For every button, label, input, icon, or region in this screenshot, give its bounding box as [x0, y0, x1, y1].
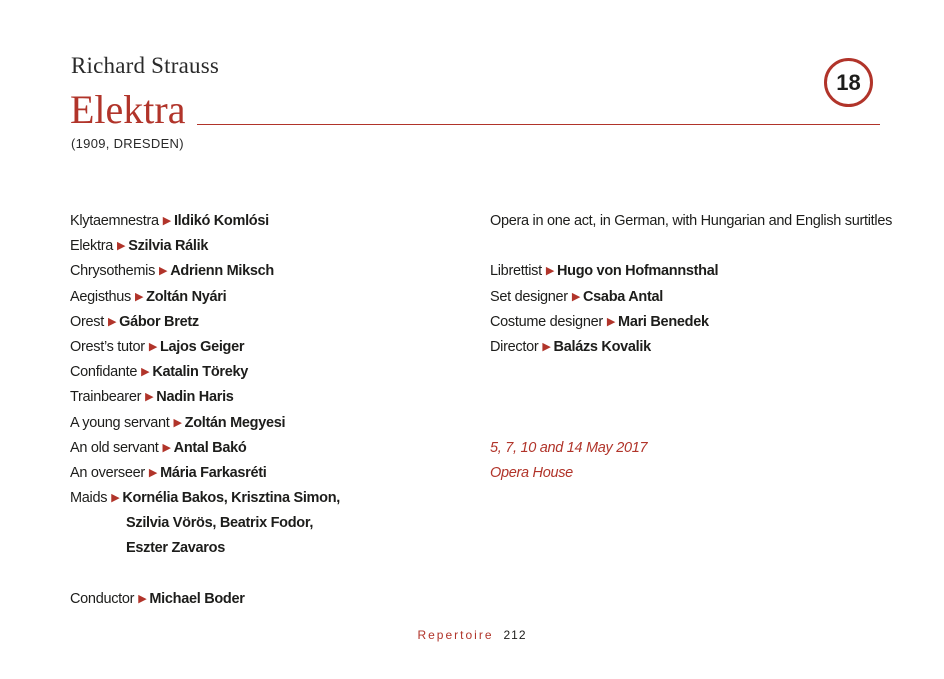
cast-row	[70, 436, 470, 461]
cast-role: An old servant	[70, 439, 159, 456]
cast-name: Gábor Bretz	[119, 313, 199, 330]
cast-row	[70, 385, 470, 410]
spacer	[490, 360, 910, 385]
credit-role: Director	[490, 338, 539, 355]
credit-row	[490, 310, 910, 335]
credit-name: Mari Benedek	[618, 313, 709, 330]
arrow-icon: ▶	[148, 340, 157, 353]
credit-role: Librettist	[490, 263, 542, 280]
arrow-icon: ▶	[571, 290, 580, 303]
venue: Opera House	[490, 464, 573, 481]
opera-title: Elektra	[70, 87, 186, 132]
arrow-icon: ▶	[141, 366, 150, 379]
maids-names-line: Kornélia Bakos, Krisztina Simon,	[122, 490, 340, 507]
spacer	[490, 234, 910, 259]
credit-row	[490, 285, 910, 310]
maids-row	[70, 486, 470, 511]
maids-names-line: Eszter Zavaros	[126, 540, 225, 557]
credit-role: Set designer	[490, 288, 568, 305]
cast-row	[70, 411, 470, 436]
credit-row	[490, 335, 910, 360]
cast-name: Adrienn Miksch	[170, 263, 274, 280]
conductor-role: Conductor	[70, 590, 135, 607]
conductor-row	[70, 587, 470, 612]
arrow-icon: ▶	[542, 340, 551, 353]
maids-row	[70, 536, 470, 561]
cast-role: Orest’s tutor	[70, 338, 145, 355]
composer-name: Richard Strauss	[71, 53, 220, 78]
arrow-icon: ▶	[606, 315, 616, 328]
cast-row	[70, 234, 470, 259]
cast-column	[70, 209, 470, 612]
credit-name: Hugo von Hofmannsthal	[556, 263, 719, 280]
arrow-icon: ▶	[162, 441, 171, 454]
cast-row	[70, 360, 470, 385]
cast-role: Orest	[70, 313, 104, 330]
performance-dates: 5, 7, 10 and 14 May 2017	[490, 439, 648, 456]
cast-row	[70, 209, 470, 234]
footer-page-number: 212	[503, 628, 527, 642]
cast-role: Klytaemnestra	[70, 213, 159, 229]
cast-name: Szilvia Rálik	[128, 238, 209, 255]
cast-role: A young servant	[70, 414, 170, 431]
footer-section: Repertoire	[417, 628, 494, 642]
cast-row	[70, 335, 470, 360]
cast-row	[70, 310, 470, 335]
credit-row	[490, 259, 910, 284]
credit-role: Costume designer	[490, 313, 603, 330]
production-column	[490, 209, 910, 486]
premiere-info: (1909, DRESDEN)	[71, 136, 184, 151]
credit-name: Balázs Kovalik	[553, 338, 651, 355]
arrow-icon: ▶	[138, 592, 147, 605]
spacer	[490, 385, 910, 410]
maids-role: Maids	[70, 490, 108, 507]
spacer	[490, 411, 910, 436]
cast-role: Confidante	[70, 364, 138, 381]
cast-name: Zoltán Megyesi	[184, 414, 286, 431]
production-description: Opera in one act, in German, with Hungarian and English surtitles	[490, 213, 893, 229]
conductor-name: Michael Boder	[149, 590, 245, 607]
arrow-icon: ▶	[162, 215, 171, 227]
cast-role: Chrysothemis	[70, 263, 156, 280]
cast-role: An overseer	[70, 464, 145, 481]
cast-role: Elektra	[70, 238, 114, 255]
cast-name: Antal Bakó	[173, 439, 247, 456]
cast-name: Lajos Geiger	[159, 338, 245, 355]
arrow-icon: ▶	[145, 391, 154, 404]
page-number-badge: 18	[824, 58, 873, 107]
arrow-icon: ▶	[159, 265, 168, 278]
cast-row	[70, 285, 470, 310]
arrow-icon: ▶	[117, 240, 126, 253]
credit-name: Csaba Antal	[583, 288, 663, 305]
cast-row	[70, 461, 470, 486]
cast-role: Trainbearer	[70, 389, 142, 406]
cast-row	[70, 259, 470, 284]
arrow-icon: ▶	[107, 315, 117, 328]
maids-names-line: Szilvia Vörös, Beatrix Fodor,	[126, 515, 314, 532]
arrow-icon: ▶	[545, 265, 554, 278]
arrow-icon: ▶	[148, 466, 158, 479]
cast-name: Nadin Haris	[156, 389, 234, 406]
arrow-icon: ▶	[134, 290, 144, 303]
spacer	[70, 562, 470, 587]
cast-name: Katalin Töreky	[152, 364, 249, 381]
maids-row	[70, 511, 470, 536]
page-footer	[0, 628, 944, 642]
cast-name: Zoltán Nyári	[146, 288, 227, 305]
cast-name: Ildikó Komlósi	[173, 213, 269, 229]
cast-role: Aegisthus	[70, 288, 131, 305]
arrow-icon: ▶	[111, 492, 120, 505]
arrow-icon: ▶	[173, 416, 182, 429]
title-rule	[197, 124, 880, 125]
cast-name: Mária Farkasréti	[160, 464, 267, 481]
